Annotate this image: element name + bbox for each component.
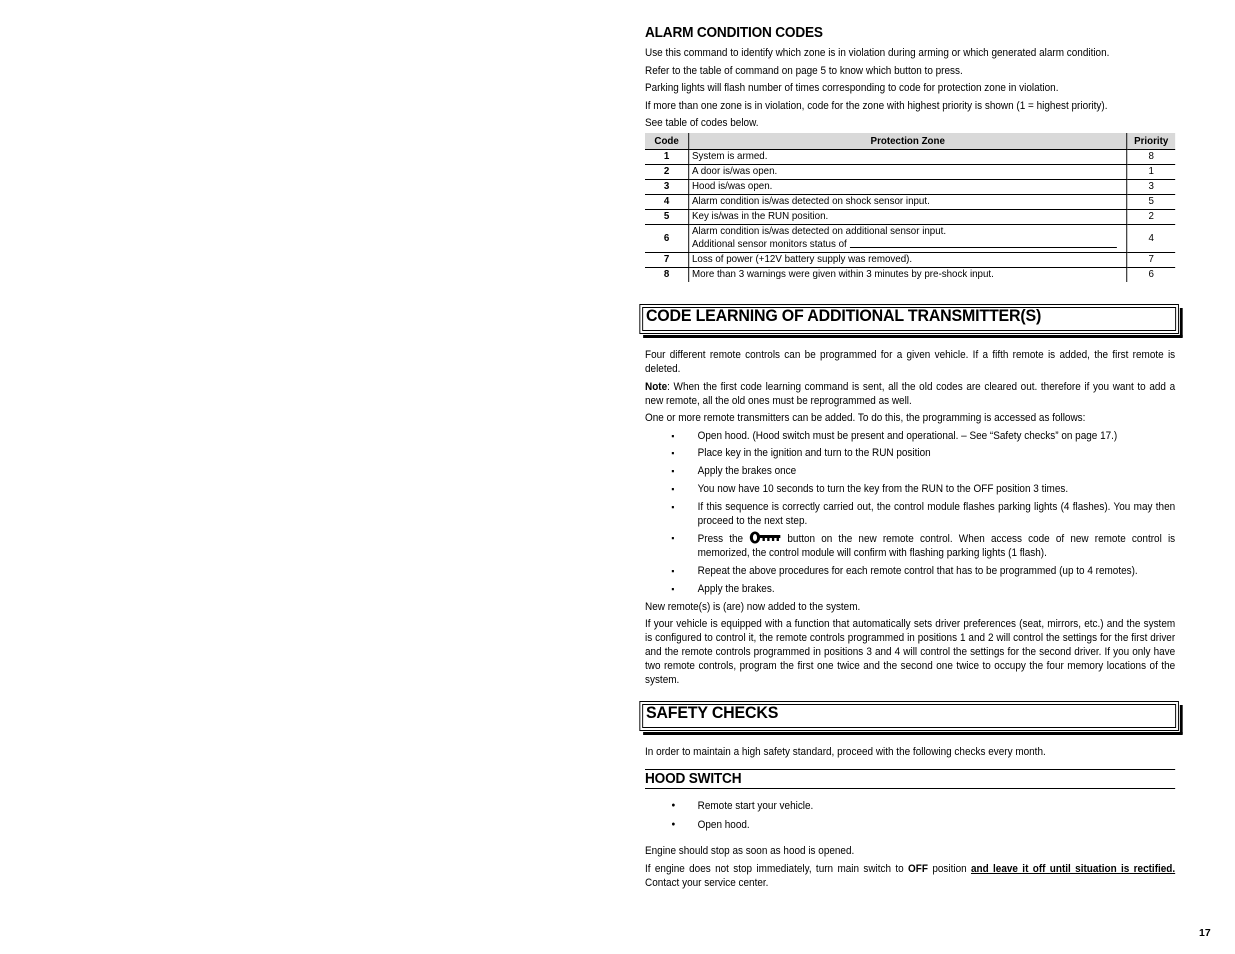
learning-paragraph: Four different remote controls can be programmed for a given vehicle. If a fifth remote is added, the first remote is deleted. (645, 349, 1176, 375)
hood-steps (671, 799, 1175, 832)
safety-paragraph: In order to maintain a high safety standard, proceed with the following checks every month. (645, 746, 1046, 759)
code-cell: 4 (645, 195, 689, 210)
priority-cell: 2 (1127, 210, 1175, 225)
hood-switch-title: HOOD SWITCH (645, 771, 742, 788)
zone-cell: A door is/was open. (689, 165, 1127, 180)
page-number: 17 (1199, 927, 1211, 939)
note-paragraph (645, 380, 1175, 408)
priority-cell: 6 (1127, 268, 1175, 283)
code-cell: 1 (645, 150, 689, 165)
press-text: Press the (697, 533, 744, 546)
zone-cell: Key is/was in the RUN position. (689, 210, 1127, 225)
zone-cell: Alarm condition is/was detected on shock sensor input. (689, 195, 1127, 210)
learning-paragraph: New remote(s) is (are) now added to the system. (645, 600, 861, 613)
col-priority-header: Priority (1127, 133, 1175, 150)
code-cell: 7 (645, 253, 689, 268)
list-item: ▪ Place key in the ignition and turn to the RUN position (671, 446, 1175, 460)
banner-shadow (643, 335, 1183, 338)
zone-cell (689, 225, 1127, 253)
table-row (645, 210, 1175, 225)
table-row (645, 195, 1175, 210)
banner-shadow (643, 732, 1183, 735)
zone-line: Alarm condition is/was detected on additional sensor input. (692, 226, 947, 237)
learning-paragraph: One or more remote transmitters can be added. To do this, the programming is accessed as follows: (645, 412, 1086, 424)
hood-paragraph: Engine should stop as soon as hood is opened. (645, 845, 855, 858)
zone-cell: More than 3 warnings were given within 3 minutes by pre-shock input. (692, 269, 994, 280)
alarm-codes-table (645, 133, 1175, 282)
list-item: ▪ Apply the brakes once (671, 464, 1175, 478)
zone-cell: Loss of power (+12V battery supply was removed). (689, 253, 1127, 268)
table-row (645, 165, 1175, 180)
priority-cell: 4 (1127, 225, 1175, 253)
list-item: ● Remote start your vehicle. (671, 799, 1175, 813)
learning-paragraph: If your vehicle is equipped with a function that automatically sets driver preferences (seat, mirrors, etc.) and the system is configured to control it, the remote controls programmed in positions 1 and 2 will control the settings for the first driver and the remote controls programmed in positions 3 and 4 will control the settings for the second driver. If you only have two remote controls, program the first one twice and the second one twice to occupy the four memory locations of the system. (645, 618, 1176, 687)
table-row (645, 180, 1175, 195)
alarm-paragraph: See table of codes below. (645, 117, 759, 129)
press-text: button on the new remote control. When access code of new remote control is memorized, the control module will confirm with flashing parking lights (1 flash). (697, 533, 1176, 560)
code-cell: 3 (645, 180, 689, 195)
hood-switch-header (645, 769, 1175, 789)
table-row (645, 268, 1175, 283)
list-item: ▪ If this sequence is correctly carried out, the control module flashes parking lights (4 flashes). You may then proceed to the next step. (671, 500, 1175, 528)
fill-in-blank (849, 238, 1116, 248)
note-text: : When the first code learning command is sent, all the old codes are cleared out. therefore if you want to add a new remote, all the old ones must be reprogrammed as well. (645, 380, 1176, 407)
manual-page (645, 22, 1175, 893)
note-label: Note (645, 380, 668, 393)
hood-text: position (927, 862, 971, 875)
table-row (645, 225, 1175, 253)
priority-cell: 7 (1127, 253, 1175, 268)
hood-text: Contact your service center. (645, 876, 769, 889)
list-item: ● Open hood. (671, 818, 1175, 832)
code-learning-title: CODE LEARNING OF ADDITIONAL TRANSMITTER(S) (645, 306, 1042, 325)
code-cell: 2 (645, 165, 689, 180)
table-header-row (645, 133, 1175, 150)
priority-cell: 1 (1127, 165, 1175, 180)
list-item: ▪ Open hood. (Hood switch must be present and operational. – See “Safety checks” on page 17.) (671, 429, 1175, 443)
list-item: ▪ Repeat the above procedures for each remote control that has to be programmed (up to 4 remotes). (671, 564, 1175, 578)
learning-steps (671, 429, 1175, 597)
zone-line-text: Additional sensor monitors status of (692, 239, 847, 250)
zone-cell: System is armed. (689, 150, 1127, 165)
list-item: ▪ You now have 10 seconds to turn the key from the RUN to the OFF position 3 times. (671, 482, 1175, 496)
code-cell: 6 (645, 225, 689, 253)
list-item: ▪ Apply the brakes. (671, 582, 1175, 596)
alarm-paragraph: If more than one zone is in violation, code for the zone with highest priority is shown (1 = highest priority). (645, 99, 1108, 112)
col-code-header: Code (645, 133, 689, 150)
list-item (671, 531, 1175, 560)
alarm-codes-title: ALARM CONDITION CODES (645, 25, 823, 41)
alarm-paragraph: Refer to the table of command on page 5 to know which button to press. (645, 64, 963, 77)
zone-line (692, 238, 1123, 251)
code-cell: 5 (645, 210, 689, 225)
priority-cell: 8 (1127, 150, 1175, 165)
key-icon (749, 531, 781, 544)
warning-text: and leave it off until situation is rectified. (970, 862, 1176, 875)
hood-paragraph (645, 862, 1175, 890)
safety-checks-title: SAFETY CHECKS (645, 703, 779, 723)
alarm-paragraph: Parking lights will flash number of times corresponding to code for protection zone in violation. (645, 82, 1059, 94)
off-label: OFF (908, 862, 928, 875)
table-row (645, 253, 1175, 268)
col-zone-header: Protection Zone (689, 133, 1127, 150)
zone-cell: Hood is/was open. (689, 180, 1127, 195)
alarm-paragraph: Use this command to identify which zone is in violation during arming or which generated alarm condition. (645, 47, 1110, 59)
code-cell: 8 (645, 268, 689, 283)
table-row (645, 150, 1175, 165)
hood-text: If engine does not stop immediately, turn main switch to (645, 862, 909, 875)
priority-cell: 5 (1127, 195, 1175, 210)
priority-cell: 3 (1127, 180, 1175, 195)
code-learning-banner (639, 304, 1179, 334)
safety-checks-banner (639, 701, 1179, 731)
